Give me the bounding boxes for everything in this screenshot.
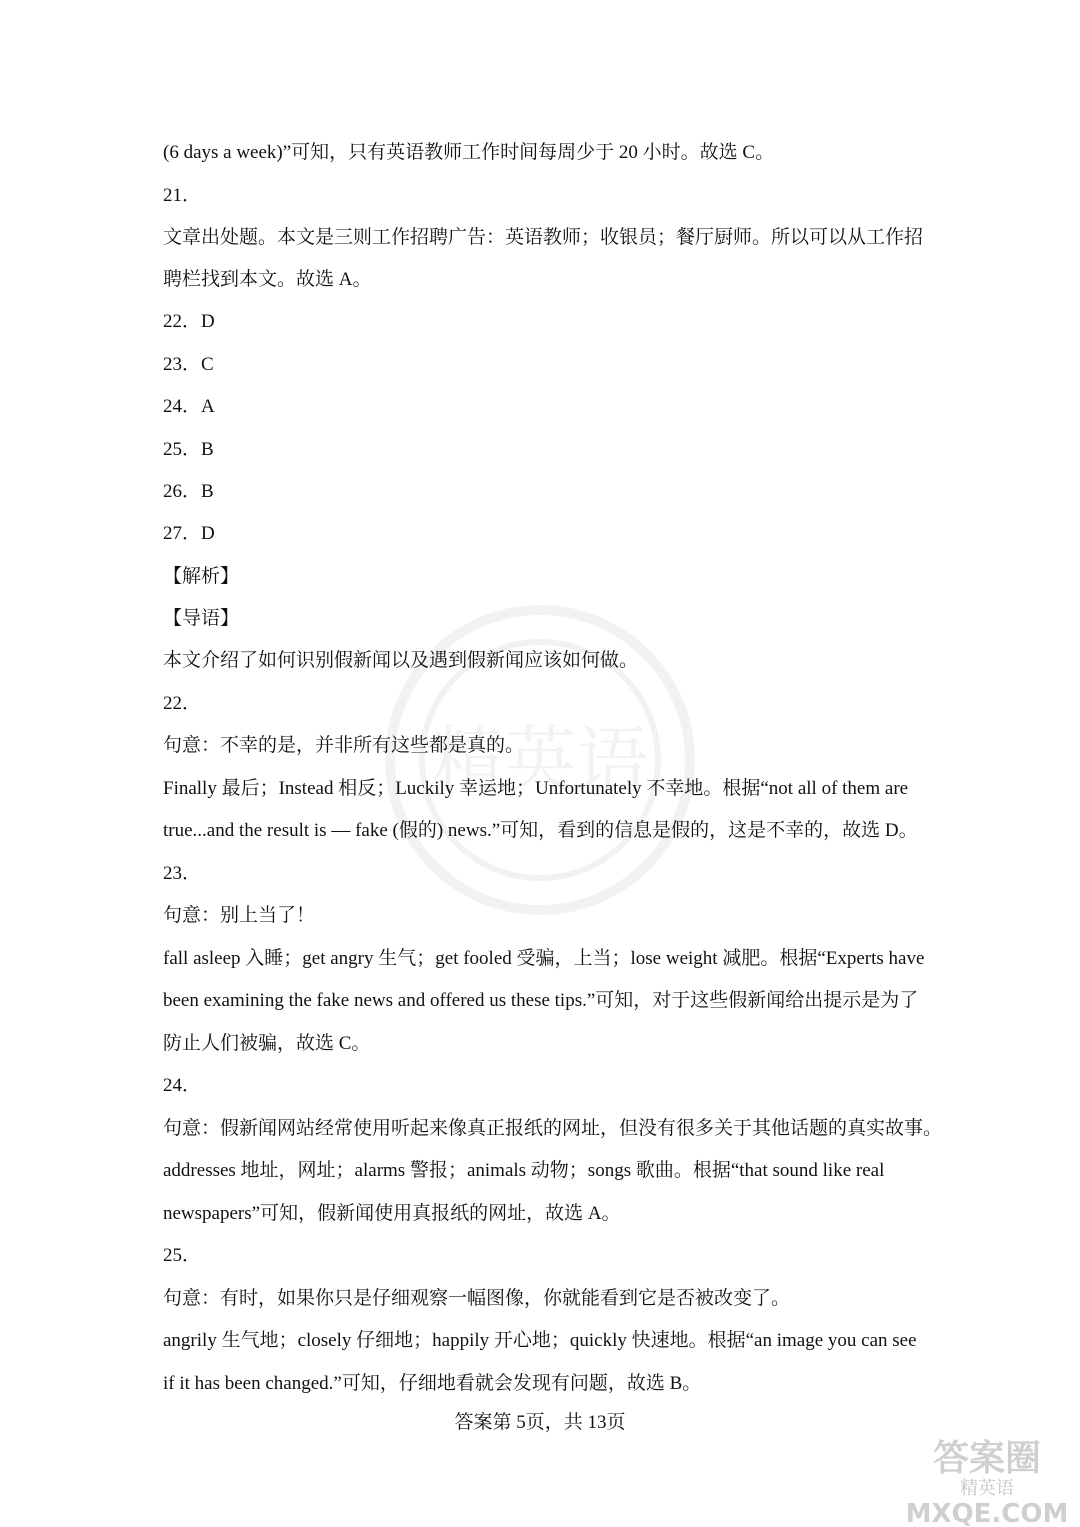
answer-item: 22．D [163, 311, 215, 332]
logo-middle-text: 精英语 [960, 1478, 1014, 1499]
question-number: 22． [163, 693, 202, 714]
text-line: 句意：假新闻网站经常使用听起来像真正报纸的网址，但没有很多关于其他话题的真实故事。 [163, 1118, 943, 1139]
text-line: Finally 最后；Instead 相反；Luckily 幸运地；Unfortunately 不幸地。根据“not all of them are [163, 778, 909, 799]
answer-item: 26．B [163, 481, 214, 502]
text-line: 句意：不幸的是，并非所有这些都是真的。 [163, 735, 525, 756]
text-line: 文章出处题。本文是三则工作招聘广告：英语教师；收银员；餐厅厨师。所以可以从工作招 [163, 227, 924, 248]
text-line: 聘栏找到本文。故选 A。 [163, 269, 372, 290]
answer-item: 25．B [163, 439, 214, 460]
section-heading: 【导语】 [163, 608, 240, 629]
text-line: fall asleep 入睡；get angry 生气；get fooled 受骗，上当；lose weight 减肥。根据“Experts have [163, 948, 925, 969]
text-line: newspapers”可知，假新闻使用真报纸的网址，故选 A。 [163, 1203, 621, 1224]
question-number: 21． [163, 185, 202, 206]
site-logo [895, 1432, 1080, 1527]
text-line: 本文介绍了如何识别假新闻以及遇到假新闻应该如何做。 [163, 650, 639, 671]
text-line: true...and the result is — fake (假的) news.”可知，看到的信息是假的，这是不幸的，故选 D。 [163, 820, 918, 841]
text-line: 句意：别上当了！ [163, 905, 316, 926]
question-number: 25． [163, 1245, 202, 1266]
text-line: if it has been changed.”可知，仔细地看就会发现有问题，故选 B。 [163, 1373, 702, 1394]
text-line: angrily 生气地；closely 仔细地；happily 开心地；quickly 快速地。根据“an image you can see [163, 1330, 917, 1351]
text-line: 句意：有时，如果你只是仔细观察一幅图像，你就能看到它是否被改变了。 [163, 1288, 791, 1309]
question-number: 24． [163, 1075, 202, 1096]
text-line: addresses 地址，网址；alarms 警报；animals 动物；songs 歌曲。根据“that sound like real [163, 1160, 885, 1181]
question-number: 23． [163, 863, 202, 884]
text-line: 防止人们被骗，故选 C。 [163, 1033, 371, 1054]
text-line: (6 days a week)”可知，只有英语教师工作时间每周少于 20 小时。故选 C。 [163, 142, 775, 163]
watermark-text: 精英语 [431, 718, 649, 802]
section-heading: 【解析】 [163, 566, 240, 587]
text-line: been examining the fake news and offered us these tips.”可知，对于这些假新闻给出提示是为了 [163, 990, 919, 1011]
page-footer: 答案第 5页，共 13页 [454, 1412, 626, 1433]
logo-top-text: 答案圈 [932, 1438, 1042, 1479]
answer-item: 27．D [163, 523, 215, 544]
logo-bottom-text: MXQE.COM [905, 1499, 1069, 1527]
answer-item: 24．A [163, 396, 215, 417]
answer-item: 23．C [163, 354, 214, 375]
